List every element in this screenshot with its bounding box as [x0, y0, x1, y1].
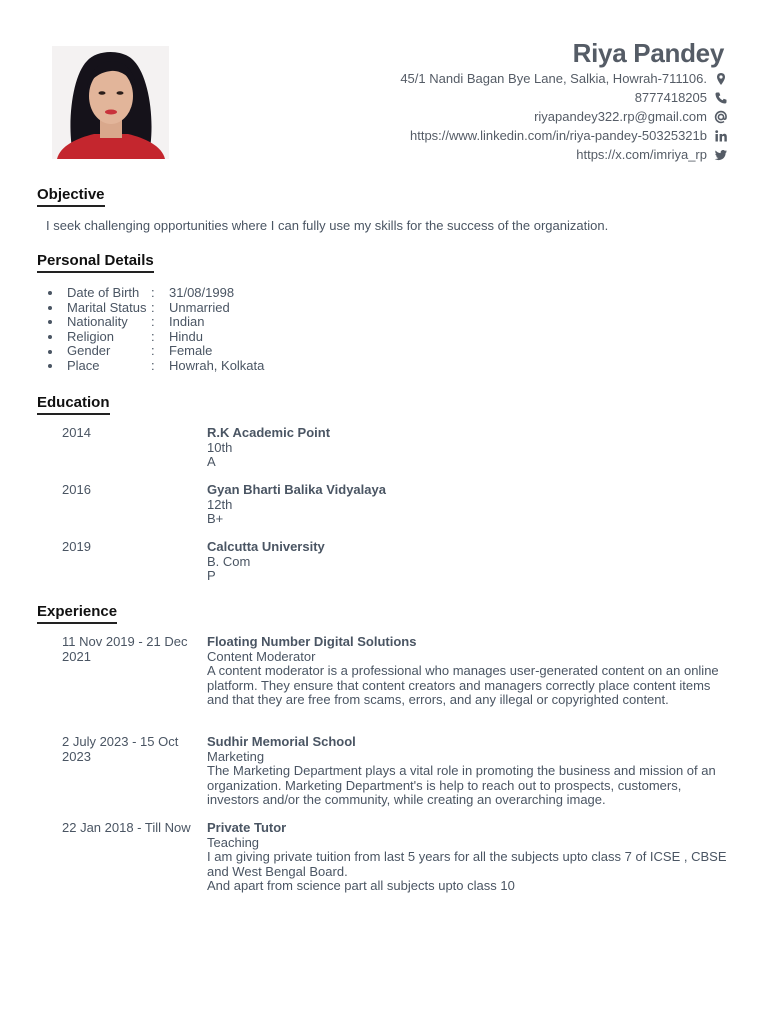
detail-separator: :	[151, 343, 155, 359]
linkedin-text[interactable]: https://www.linkedin.com/in/riya-pandey-50325321b	[409, 128, 707, 143]
education-details	[207, 483, 727, 540]
education-level: B. Com	[207, 553, 251, 569]
objective-heading: Objective	[37, 186, 105, 207]
job-role: Content Moderator	[207, 648, 316, 664]
detail-label: Place	[67, 357, 100, 373]
company-name: Private Tutor	[207, 820, 287, 835]
experience-entry	[62, 821, 732, 894]
job-description: A content moderator is a professional who manages user-generated content on an online platform. They ensure that content creators and managers correctly place content items and that they are free from scams, errors, and any illegal or copyrighted content.	[207, 663, 719, 708]
company-name: Floating Number Digital Solutions	[207, 634, 417, 649]
contact-address	[400, 69, 728, 88]
detail-separator: :	[151, 328, 155, 344]
detail-separator: :	[151, 357, 155, 373]
education-details	[207, 426, 727, 483]
experience-entry	[62, 635, 732, 735]
contact-list	[400, 69, 728, 164]
detail-value: Unmarried	[169, 299, 230, 315]
linkedin-icon	[714, 129, 728, 143]
education-list	[62, 426, 732, 597]
detail-value: Indian	[169, 314, 205, 330]
contact-twitter[interactable]	[400, 145, 728, 164]
detail-label: Religion	[67, 328, 114, 344]
education-year: 2016	[62, 482, 91, 497]
bullet	[48, 306, 52, 310]
school-name: R.K Academic Point	[207, 425, 331, 440]
experience-entry	[62, 735, 732, 821]
detail-label: Date of Birth	[67, 285, 140, 300]
job-description: The Marketing Department plays a vital role in promoting the business and mission of an organization. Marketing Department's is help to reach out to prospects, customers, investors and/or the community, while creating an overarching image.	[207, 763, 716, 808]
experience-details	[207, 735, 727, 821]
detail-value: Female	[169, 343, 213, 359]
company-name: Sudhir Memorial School	[207, 734, 356, 749]
education-entry	[62, 426, 732, 483]
map-pin-icon	[714, 72, 728, 86]
detail-label: Gender	[67, 343, 111, 359]
job-description: And apart from science part all subjects upto class 10	[207, 878, 515, 894]
bullet	[48, 291, 52, 295]
education-grade: P	[207, 568, 216, 584]
detail-separator: :	[151, 314, 155, 330]
experience-dates: 2 July 2023 - 15 Oct 2023	[62, 734, 179, 764]
job-role: Marketing	[207, 748, 265, 764]
detail-separator: :	[151, 299, 155, 315]
list-item	[46, 286, 264, 301]
experience-list	[62, 635, 732, 894]
experience-dates: 11 Nov 2019 - 21 Dec 2021	[62, 634, 188, 664]
detail-value: Hindu	[169, 328, 203, 344]
school-name: Calcutta University	[207, 539, 325, 554]
address-text: 45/1 Nandi Bagan Bye Lane, Salkia, Howrah-711106.	[400, 71, 707, 86]
list-item	[46, 344, 264, 359]
candidate-name: Riya Pandey	[572, 38, 724, 68]
contact-email[interactable]	[400, 107, 728, 126]
experience-dates: 22 Jan 2018 - Till Now	[62, 820, 191, 835]
education-entry	[62, 483, 732, 540]
detail-label: Marital Status	[67, 299, 147, 315]
email-text[interactable]: riyapandey322.rp@gmail.com	[534, 109, 707, 124]
experience-details	[207, 821, 727, 894]
list-item	[46, 315, 264, 330]
twitter-icon	[714, 148, 728, 162]
objective-text: I seek challenging opportunities where I can fully use my skills for the success of the organization.	[46, 218, 609, 233]
phone-text[interactable]: 8777418205	[634, 90, 707, 105]
detail-separator: :	[151, 285, 155, 300]
education-heading: Education	[37, 394, 110, 415]
education-year: 2014	[62, 425, 91, 440]
profile-photo	[52, 46, 169, 159]
education-grade: A	[207, 454, 216, 470]
detail-value: Howrah, Kolkata	[169, 357, 265, 373]
education-details	[207, 540, 727, 597]
education-grade: B+	[207, 511, 224, 527]
school-name: Gyan Bharti Balika Vidyalaya	[207, 482, 386, 497]
detail-label: Nationality	[67, 314, 128, 330]
list-item	[46, 359, 264, 374]
personal-details-heading: Personal Details	[37, 252, 154, 273]
job-description: I am giving private tuition from last 5 years for all the subjects upto class 7 of ICSE , CBSE and West Bengal Board.	[207, 849, 727, 879]
education-year: 2019	[62, 539, 91, 554]
bullet	[48, 335, 52, 339]
bullet	[48, 350, 52, 354]
education-level: 10th	[207, 439, 233, 455]
education-level: 12th	[207, 496, 233, 512]
phone-icon	[714, 91, 728, 105]
twitter-text[interactable]: https://x.com/imriya_rp	[576, 147, 707, 162]
bullet	[48, 320, 52, 324]
detail-value: 31/08/1998	[169, 285, 235, 300]
bullet	[48, 364, 52, 368]
job-role: Teaching	[207, 834, 260, 850]
list-item	[46, 301, 264, 316]
list-item	[46, 330, 264, 345]
personal-details-list	[46, 286, 264, 374]
experience-heading: Experience	[37, 603, 117, 624]
experience-details	[207, 635, 727, 735]
contact-phone[interactable]	[400, 88, 728, 107]
at-icon	[714, 110, 728, 124]
education-entry	[62, 540, 732, 597]
contact-linkedin[interactable]	[400, 126, 728, 145]
